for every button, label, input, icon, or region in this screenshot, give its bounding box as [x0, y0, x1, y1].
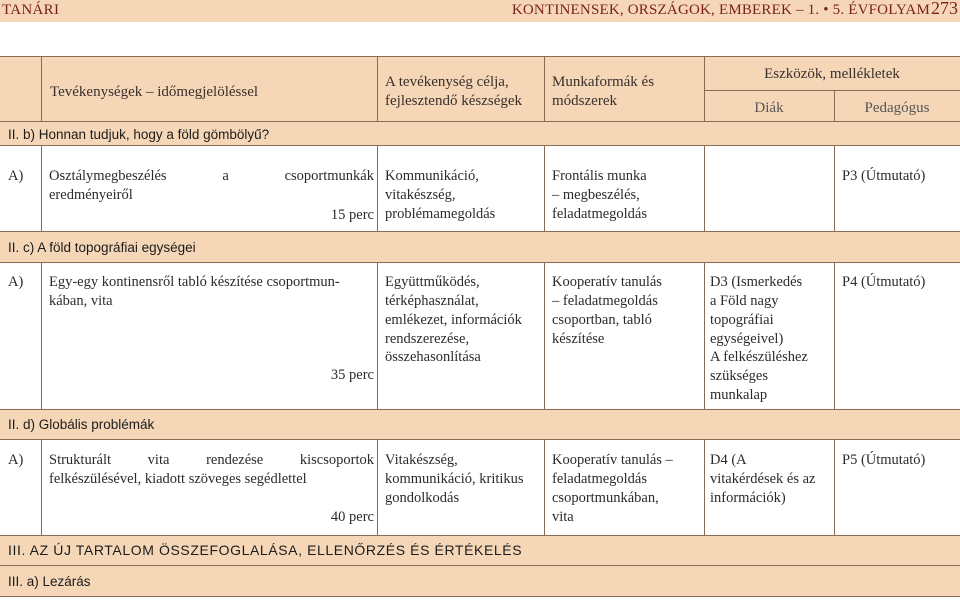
- col-header-methods-l1: Munkaformák és: [552, 74, 655, 90]
- method-line: készítése: [552, 331, 605, 347]
- student-material-line: információk): [710, 490, 786, 506]
- teacher-material: P5 (Útmutató): [842, 452, 926, 468]
- rule-3-bottom: [0, 565, 960, 566]
- method-line: Kooperatív tanulás –: [552, 452, 673, 468]
- activity-line: felkészülésével, kiadott szöveges segédlettel: [49, 471, 307, 487]
- method-line: Kooperatív tanulás: [552, 274, 662, 290]
- row-letter: A): [8, 168, 24, 184]
- method-line: – megbeszélés,: [552, 187, 640, 203]
- method-line: csoportban, tabló: [552, 312, 652, 328]
- rule-tools-split: [704, 90, 960, 91]
- activity-time: 15 perc: [330, 207, 374, 223]
- goal-line: vitakészség,: [385, 187, 456, 203]
- col-header-activities: Tevékenységek – időmegjelöléssel: [50, 84, 259, 100]
- header-left-label: TANÁRI: [2, 2, 60, 18]
- vrule-r3-5: [834, 439, 835, 535]
- activity-time: 40 perc: [330, 509, 374, 525]
- activity-line: Strukturált vita rendezése kiscsoportok: [49, 452, 374, 468]
- goal-line: gondolkodás: [385, 490, 460, 506]
- student-material-line: szükséges: [710, 368, 768, 384]
- goal-line: emlékezet, információk: [385, 312, 522, 328]
- student-material-line: munkalap: [710, 387, 768, 403]
- vrule-h-2: [377, 56, 378, 121]
- activity-line: eredményeiről: [49, 187, 133, 203]
- vrule-r1-2: [377, 145, 378, 231]
- vrule-r3-3: [544, 439, 545, 535]
- row-letter: A): [8, 452, 24, 468]
- goal-line: problémamegoldás: [385, 206, 496, 222]
- student-material-line: topográfiai: [710, 312, 774, 328]
- method-line: csoportmunkában,: [552, 490, 659, 506]
- rule-header-bottom: [0, 121, 960, 122]
- method-line: – feladatmegoldás: [552, 293, 658, 309]
- section-title-2d: II. d) Globális problémák: [8, 417, 155, 432]
- col-header-student: Diák: [754, 100, 784, 116]
- rule-row1-bottom: [0, 231, 960, 232]
- goal-line: Vitakészség,: [385, 452, 458, 468]
- goal-line: Kommunikáció,: [385, 168, 479, 184]
- student-material-line: a Föld nagy: [710, 293, 779, 309]
- rule-2b-bottom: [0, 145, 960, 146]
- vrule-r3-4: [704, 439, 705, 535]
- vrule-r2-5: [834, 262, 835, 409]
- rule-row3-bottom: [0, 535, 960, 536]
- vrule-r3-1: [41, 439, 42, 535]
- activity-line: Osztálymegbeszélés a csoportmunkák: [49, 168, 374, 184]
- goal-line: térképhasználat,: [385, 293, 479, 309]
- activity-time: 35 perc: [330, 367, 374, 383]
- method-line: vita: [552, 509, 574, 525]
- vrule-r1-1: [41, 145, 42, 231]
- student-material-line: egységeivel): [710, 331, 784, 347]
- row-letter: A): [8, 274, 24, 290]
- vrule-r2-3: [544, 262, 545, 409]
- page-number: 273: [931, 0, 958, 18]
- vrule-r1-5: [834, 145, 835, 231]
- student-material-line: D3 (Ismerkedés: [710, 274, 803, 290]
- vrule-h-1: [41, 56, 42, 121]
- vrule-r3-2: [377, 439, 378, 535]
- student-material-line: A felkészüléshez: [710, 349, 808, 365]
- method-line: feladatmegoldás: [552, 206, 648, 222]
- col-header-tools: Eszközök, mellékletek: [764, 66, 900, 82]
- section-title-2b: II. b) Honnan tudjuk, hogy a föld gömbölyű?: [8, 127, 270, 142]
- teacher-material: P3 (Útmutató): [842, 168, 926, 184]
- goal-line: rendszerezése,: [385, 331, 470, 347]
- vrule-h-3: [544, 56, 545, 121]
- student-material-line: D4 (A: [710, 452, 747, 468]
- section-band-3a: [0, 566, 960, 596]
- header-right-title: KONTINENSEK, ORSZÁGOK, EMBEREK – 1. • 5. ÉVFOLYAM: [511, 2, 930, 18]
- vrule-r1-3: [544, 145, 545, 231]
- rule-row2-bottom: [0, 409, 960, 410]
- activity-line: Egy-egy kontinensről tabló készítése csoportmun-: [49, 274, 340, 290]
- goal-line: összehasonlítása: [385, 349, 481, 365]
- goal-line: Együttműködés,: [385, 274, 480, 290]
- section-title-3a: III. a) Lezárás: [8, 574, 91, 589]
- rule-3a-bottom: [0, 596, 960, 597]
- student-material-line: vitakérdések és az: [710, 471, 816, 487]
- col-header-methods-l2: módszerek: [552, 93, 617, 109]
- col-header-teacher: Pedagógus: [864, 100, 930, 116]
- rule-2d-bottom: [0, 439, 960, 440]
- vrule-r2-4: [704, 262, 705, 409]
- activity-line: kában, vita: [49, 293, 113, 309]
- goal-line: kommunikáció, kritikus: [385, 471, 524, 487]
- section-title-2c: II. c) A föld topográfiai egységei: [8, 240, 196, 255]
- vrule-r2-1: [41, 262, 42, 409]
- col-header-goals-l1: A tevékenység célja,: [385, 74, 509, 90]
- section-title-3: III. AZ ÚJ TARTALOM ÖSSZEFOGLALÁSA, ELLENŐRZÉS ÉS ÉRTÉKELÉS: [8, 542, 523, 558]
- method-line: Frontális munka: [552, 168, 647, 184]
- teacher-material: P4 (Útmutató): [842, 274, 926, 290]
- page-header: [0, 0, 960, 22]
- vrule-r1-4: [704, 145, 705, 231]
- col-header-goals-l2: fejlesztendő készségek: [385, 93, 523, 109]
- rule-2c-bottom: [0, 262, 960, 263]
- vrule-r2-2: [377, 262, 378, 409]
- rule-top: [0, 56, 960, 57]
- method-line: feladatmegoldás: [552, 471, 648, 487]
